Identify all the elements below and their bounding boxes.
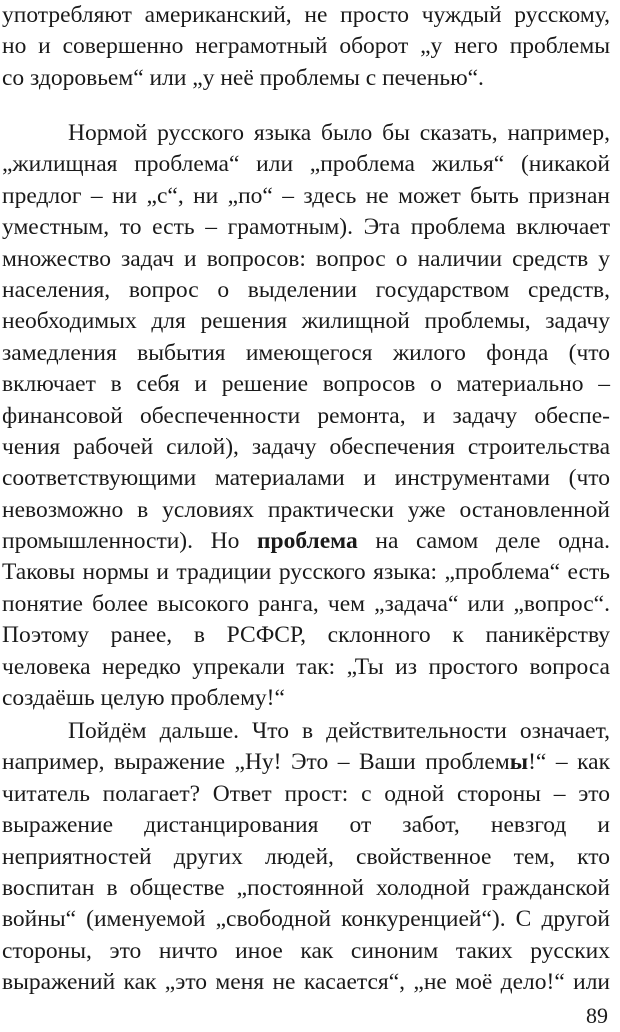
text-line: стороны, это ничто иное как синоним таких русских: [2, 937, 610, 964]
text-line: читатель полагает? Ответ прост: с одной стороны – это: [2, 780, 610, 807]
text-line: но и совершенно неграмотный оборот „у него проблемы: [2, 33, 610, 60]
text-run: на самом деле одна.: [357, 528, 610, 555]
text-line: употребляют американский, не просто чуждый русскому,: [2, 2, 610, 28]
text-line: [2, 747, 610, 778]
text-line: создаёшь целую проблему!“: [2, 685, 285, 712]
text-line: множество задач и вопросов: вопрос о наличии средств у: [2, 245, 610, 272]
text-line: войны“ (именуемой „свободной конкуренцией“). С другой: [2, 906, 610, 933]
page-number: 89: [586, 1003, 608, 1028]
text-line: замедления выбытия имеющегося жилого фонда (что: [2, 339, 610, 366]
paragraph-1: [2, 0, 610, 94]
text-run: например, выражение „Ну! Это – Ваши проблем: [2, 749, 510, 776]
text-line: „жилищная проблема“ или „проблема жилья“ (никакой: [2, 151, 610, 178]
text-line: населения, вопрос о выделении государством средств,: [2, 276, 610, 303]
text-line: Поэтому ранее, в РСФСР, склонного к паникёрству: [2, 622, 610, 649]
paragraph-3: [2, 716, 610, 999]
text-line: выражений как „это меня не касается“, „не моё дело!“ или: [2, 969, 610, 996]
text-line: выражение дистанцирования от забот, невзгод и: [2, 812, 610, 839]
text-line: необходимых для решения жилищной проблемы, задачу: [2, 308, 610, 335]
bold-letter: ы: [509, 749, 529, 776]
text-line: [2, 526, 610, 557]
text-line: чения рабочей силой), задачу обеспечения строительства: [2, 433, 610, 460]
paragraph-2: [2, 118, 610, 714]
text-line: неприятностей других людей, свойственное тем, кто: [2, 843, 610, 870]
text-line: Нормой русского языка было бы сказать, например,: [68, 120, 610, 146]
text-line: невозможно в условиях практически уже остановленной: [2, 496, 610, 523]
text-line: соответствующими материалами и инструментами (что: [2, 465, 610, 492]
text-line: Пойдём дальше. Что в действительности означает,: [68, 718, 610, 744]
text-line: Таковы нормы и традиции русского языка: „проблема“ есть: [2, 559, 610, 586]
text-line: уместным, то есть – грамотным). Эта проблема включает: [2, 214, 610, 241]
text-line: включает в себя и решение вопросов о материально –: [2, 371, 610, 398]
text-line: человека нередко упрекали так: „Ты из простого вопроса: [2, 653, 610, 680]
text-run: !“ – как: [528, 749, 611, 776]
text-line: финансовой обеспеченности ремонта, и задачу обеспе-: [2, 402, 610, 429]
text-line: воспитан в обществе „постоянной холодной гражданской: [2, 874, 610, 901]
text-line: со здоровьем“ или „у неё проблемы с печенью“.: [2, 64, 484, 91]
text-run: промышленности). Но: [2, 528, 258, 555]
text-line: понятие более высокого ранга, чем „задача“ или „вопрос“.: [2, 590, 610, 617]
text-line: предлог – ни „с“, ни „по“ – здесь не может быть признан: [2, 182, 610, 209]
bold-term: проблема: [257, 528, 358, 555]
